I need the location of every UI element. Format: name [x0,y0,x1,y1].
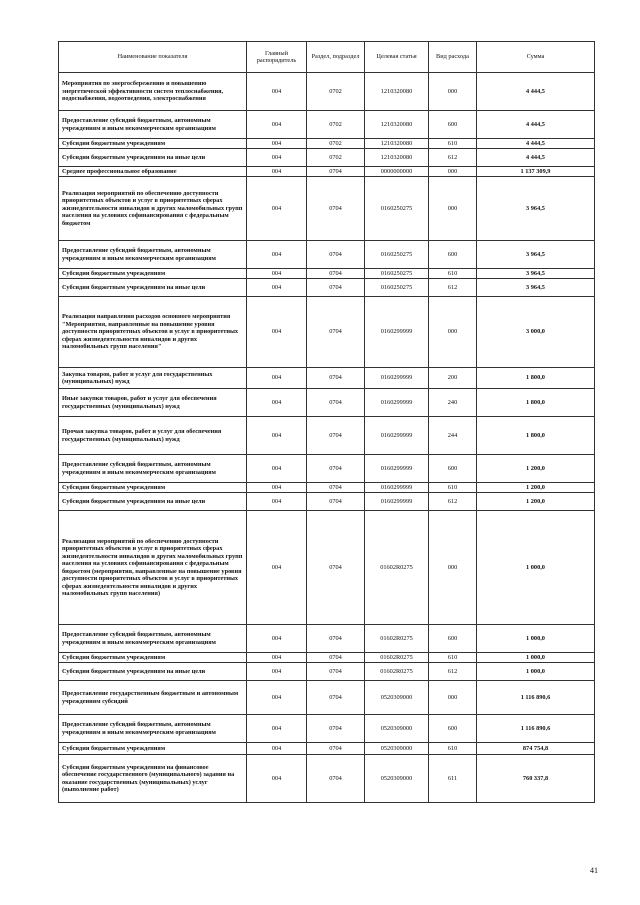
row-chief-administrator: 004 [247,73,307,111]
header-expense-type: Вид расхода [429,42,477,73]
row-expense-type: 600 [429,715,477,743]
row-expense-type: 610 [429,269,477,279]
row-section: 0704 [307,269,365,279]
row-chief-administrator: 004 [247,511,307,625]
table-row [59,389,595,417]
row-target-article: 01602R0275 [365,663,429,681]
row-section: 0704 [307,177,365,241]
row-sum: 1 800,0 [477,389,595,417]
table-row [59,177,595,241]
row-expense-type: 611 [429,755,477,803]
row-section: 0704 [307,368,365,389]
row-target-article: 0160299999 [365,368,429,389]
row-name: Предоставление субсидий бюджетным, автономным учреждениям и иным некоммерческим организациям [59,241,247,269]
row-chief-administrator: 004 [247,715,307,743]
row-name: Иные закупки товаров, работ и услуг для обеспечения государственных (муниципальных) нужд [59,389,247,417]
row-section: 0702 [307,111,365,139]
row-target-article: 0160250275 [365,279,429,297]
row-chief-administrator: 004 [247,368,307,389]
row-target-article: 0160299999 [365,389,429,417]
row-target-article: 0160299999 [365,417,429,455]
table-row [59,681,595,715]
row-name: Предоставление государственным бюджетным и автономным учреждениям субсидий [59,681,247,715]
row-name: Субсидии бюджетным учреждениям на иные цели [59,663,247,681]
row-target-article: 0160250275 [365,177,429,241]
row-target-article: 0160250275 [365,241,429,269]
table-row [59,455,595,483]
row-name: Субсидии бюджетным учреждениям на финансовое обеспечение государственного (муниципального) задания на оказание государственных (муниципальных) услуг (выполнение работ) [59,755,247,803]
row-sum: 1 200,0 [477,493,595,511]
row-expense-type: 600 [429,455,477,483]
row-sum: 1 000,0 [477,653,595,663]
row-chief-administrator: 004 [247,241,307,269]
row-sum: 760 337,8 [477,755,595,803]
row-sum: 3 964,5 [477,177,595,241]
row-section: 0704 [307,755,365,803]
row-name: Среднее профессиональное образование [59,167,247,177]
row-section: 0704 [307,715,365,743]
row-target-article: 0000000000 [365,167,429,177]
row-chief-administrator: 004 [247,663,307,681]
row-target-article: 0160299999 [365,297,429,368]
row-section: 0704 [307,511,365,625]
row-expense-type: 000 [429,73,477,111]
row-expense-type: 612 [429,279,477,297]
row-name: Предоставление субсидий бюджетным, автономным учреждениям и иным некоммерческим организациям [59,455,247,483]
row-target-article: 0160250275 [365,269,429,279]
row-chief-administrator: 004 [247,493,307,511]
row-expense-type: 600 [429,625,477,653]
row-name: Субсидии бюджетным учреждениям [59,139,247,149]
row-target-article: 0520309000 [365,743,429,755]
row-section: 0704 [307,663,365,681]
row-sum: 1 137 309,9 [477,167,595,177]
row-section: 0704 [307,653,365,663]
row-section: 0702 [307,139,365,149]
row-sum: 1 800,0 [477,417,595,455]
row-target-article: 1210320080 [365,111,429,139]
row-sum: 874 754,8 [477,743,595,755]
row-expense-type: 000 [429,177,477,241]
row-sum: 1 116 890,6 [477,681,595,715]
row-name: Субсидии бюджетным учреждениям [59,653,247,663]
row-name: Субсидии бюджетным учреждениям на иные цели [59,279,247,297]
row-sum: 3 964,5 [477,241,595,269]
table-row [59,625,595,653]
row-chief-administrator: 004 [247,389,307,417]
row-sum: 1 800,0 [477,368,595,389]
row-section: 0704 [307,483,365,493]
row-chief-administrator: 004 [247,111,307,139]
row-target-article: 0520309000 [365,681,429,715]
row-name: Субсидии бюджетным учреждениям на иные цели [59,493,247,511]
row-expense-type: 610 [429,653,477,663]
row-target-article: 0160299999 [365,493,429,511]
row-sum: 4 444,5 [477,73,595,111]
row-sum: 1 200,0 [477,455,595,483]
row-section: 0704 [307,279,365,297]
row-sum: 1 000,0 [477,511,595,625]
row-sum: 4 444,5 [477,149,595,167]
row-name: Реализация мероприятий по обеспечению доступности приоритетных объектов и услуг в приоритетных сферах жизнедеятельности инвалидов и других маломобильных групп населения на условиях софинансирования с федеральным бюджетом [59,177,247,241]
row-name: Предоставление субсидий бюджетным, автономным учреждениям и иным некоммерческим организациям [59,111,247,139]
table-row [59,111,595,139]
header-chief-administrator: Главный распорядитель [247,42,307,73]
header-target-article: Целевая статья [365,42,429,73]
row-expense-type: 200 [429,368,477,389]
row-expense-type: 610 [429,483,477,493]
row-chief-administrator: 004 [247,139,307,149]
row-chief-administrator: 004 [247,653,307,663]
row-expense-type: 612 [429,663,477,681]
table-row [59,73,595,111]
row-section: 0704 [307,417,365,455]
table-row [59,483,595,493]
row-chief-administrator: 004 [247,269,307,279]
budget-table [58,41,595,803]
row-chief-administrator: 004 [247,279,307,297]
row-section: 0702 [307,73,365,111]
row-sum: 1 200,0 [477,483,595,493]
row-sum: 1 116 890,6 [477,715,595,743]
row-name: Прочая закупка товаров, работ и услуг для обеспечения государственных (муниципальных) нужд [59,417,247,455]
table-row [59,297,595,368]
table-row [59,417,595,455]
row-expense-type: 000 [429,681,477,715]
row-name: Реализация направления расходов основного мероприятия "Мероприятия, направленные на повышение уровня доступности приоритетных объектов и услуг в приоритетных сферах жизнедеятельности инвалидов и других маломобильных групп населения" [59,297,247,368]
row-section: 0702 [307,149,365,167]
row-chief-administrator: 004 [247,297,307,368]
row-chief-administrator: 004 [247,755,307,803]
row-target-article: 01602R0275 [365,653,429,663]
header-sum: Сумма [477,42,595,73]
row-section: 0704 [307,455,365,483]
row-sum: 3 964,5 [477,269,595,279]
table-row [59,149,595,167]
table-body [59,73,595,803]
row-section: 0704 [307,241,365,269]
row-target-article: 1210320080 [365,73,429,111]
page-number: 41 [590,866,598,875]
row-name: Мероприятия по энергосбережению и повышению энергетической эффективности систем теплоснабжения, водоснабжения, водоотведения, электроснабжения [59,73,247,111]
row-expense-type: 600 [429,241,477,269]
table-row [59,743,595,755]
row-name: Субсидии бюджетным учреждениям [59,743,247,755]
row-chief-administrator: 004 [247,417,307,455]
row-section: 0704 [307,167,365,177]
row-expense-type: 000 [429,167,477,177]
row-expense-type: 244 [429,417,477,455]
row-section: 0704 [307,389,365,417]
row-expense-type: 610 [429,743,477,755]
row-chief-administrator: 004 [247,455,307,483]
row-expense-type: 000 [429,511,477,625]
row-target-article: 01602R0275 [365,625,429,653]
row-target-article: 01602R0275 [365,511,429,625]
row-target-article: 0160299999 [365,483,429,493]
row-name: Предоставление субсидий бюджетным, автономным учреждениям и иным некоммерческим организациям [59,715,247,743]
row-chief-administrator: 004 [247,625,307,653]
table-row [59,167,595,177]
table-row [59,269,595,279]
table-header-row [59,42,595,73]
table-row [59,368,595,389]
table-row [59,715,595,743]
table-row [59,139,595,149]
row-chief-administrator: 004 [247,483,307,493]
row-expense-type: 600 [429,111,477,139]
row-name: Субсидии бюджетным учреждениям [59,483,247,493]
row-chief-administrator: 004 [247,149,307,167]
table-row [59,755,595,803]
row-name: Предоставление субсидий бюджетным, автономным учреждениям и иным некоммерческим организациям [59,625,247,653]
row-chief-administrator: 004 [247,681,307,715]
row-expense-type: 612 [429,493,477,511]
row-section: 0704 [307,743,365,755]
row-target-article: 0520309000 [365,755,429,803]
row-section: 0704 [307,493,365,511]
row-expense-type: 000 [429,297,477,368]
table-row [59,241,595,269]
table-row [59,653,595,663]
row-name: Закупка товаров, работ и услуг для государственных (муниципальных) нужд [59,368,247,389]
header-section: Раздел, подраздел [307,42,365,73]
row-name: Субсидии бюджетным учреждениям на иные цели [59,149,247,167]
row-expense-type: 612 [429,149,477,167]
row-chief-administrator: 004 [247,743,307,755]
row-target-article: 0520309000 [365,715,429,743]
table-row [59,493,595,511]
row-section: 0704 [307,681,365,715]
row-chief-administrator: 004 [247,177,307,241]
row-sum: 4 444,5 [477,111,595,139]
row-name: Реализация мероприятий по обеспечению доступности приоритетных объектов и услуг в приоритетных сферах жизнедеятельности инвалидов и других маломобильных групп населения на условиях софинансирования с федеральным бюджетом (мероприятия, направленные на повышение уровня доступности приоритетных объектов и услуг в приоритетных сферах жизнедеятельности инвалидов и других маломобильных групп населения) [59,511,247,625]
row-expense-type: 240 [429,389,477,417]
row-target-article: 0160299999 [365,455,429,483]
table-row [59,663,595,681]
header-indicator-name: Наименование показателя [59,42,247,73]
row-target-article: 1210320080 [365,139,429,149]
row-sum: 1 000,0 [477,663,595,681]
table-row [59,279,595,297]
row-section: 0704 [307,625,365,653]
row-sum: 3 000,0 [477,297,595,368]
row-sum: 3 964,5 [477,279,595,297]
row-target-article: 1210320080 [365,149,429,167]
row-expense-type: 610 [429,139,477,149]
row-name: Субсидии бюджетным учреждениям [59,269,247,279]
row-section: 0704 [307,297,365,368]
row-sum: 4 444,5 [477,139,595,149]
row-chief-administrator: 004 [247,167,307,177]
row-sum: 1 000,0 [477,625,595,653]
table-row [59,511,595,625]
